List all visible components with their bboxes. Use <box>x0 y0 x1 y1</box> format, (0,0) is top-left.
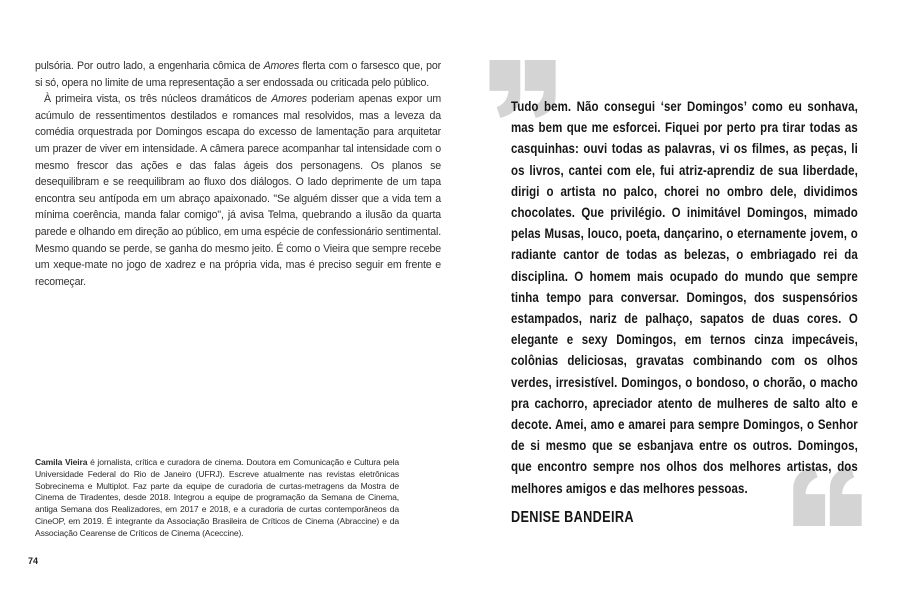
article-paragraph-2: À primeira vista, os três núcleos dramáticos de Amores poderiam apenas expor um acúmulo de ressentimentos destilados e romances mal resolvidos, mas a leveza da comédia orquestrada por Domingos escapa do excesso de lamentação para arquitetar um prazer de viver em intensidade. A câmera parece acompanhar tal intensidade com o mesmo frescor das ações e das falas ágeis dos personagens. Os planos se desequilibram e se reequilibram ao fluxo dos diálogos. O lado deprimente de um tapa encontra seu antípoda em um abraço apaixonado. "Se alguém disser que a vida tem a mínima coerência, manda falar comigo", já avisa Telma, quebrando a ilusão da quarta parede e olhando em direção ao público, em uma espécie de confessionário sentimental. Mesmo quando se perde, se ganha do mesmo jeito. É como o Vieira que sempre recebe um xeque-mate no jogo de xadrez e na própria vida, mas é preciso seguir em frente e recomeçar. <box>35 93 441 288</box>
article-text-column <box>35 58 441 290</box>
pull-quote-text: Tudo bem. Não consegui ‘ser Domingos’ como eu sonhava, mas bem que me esforcei. Fiquei por perto pra tirar todas as casquinhas: ouvi todas as palavras, vi os filmes, as peças, li os livros, cantei com ele, fui atriz-aprendiz de sua liberdade, dirigi o artista no palco, chorei no ombro dele, dividimos chocolates. Que privilégio. O inimitável Domingos, mimado pelas Musas, louco, poeta, dançarino, o eternamente jovem, o radiante cantor de todas as belezas, o embriagado rei da disciplina. O homem mais ocupado do mundo que sempre tinha tempo para conversar. Domingos, dos suspensórios estampados, nariz de palhaço, sapatos de duas cores. O elegante e sexy Domingos, em ternos cinza impecáveis, colônias deliciosas, gravatas combinando com os olhos verdes, irresistível. Domingos, o bondoso, o chorão, o macho pra cachorro, apreciador atento de mulheres de salto alto e decote. Amei, amo e amarei para sempre Domingos, o Senhor de si mesmo que se esbanjava entre os outros. Domingos, que encontro sempre nos olhos dos melhores artistas, dos melhores amigos e das melhores pessoas. <box>511 98 858 496</box>
article-paragraph-1: pulsória. Por outro lado, a engenharia cômica de Amores flerta com o farsesco que, por si só, opera no limite de uma representação a ser endossada ou criticada pelo público. <box>35 60 442 89</box>
pull-quote-inner <box>511 96 858 527</box>
pull-quote-block <box>511 96 858 527</box>
page-number: 74 <box>28 556 39 566</box>
author-bio: Camila Vieira é jornalista, crítica e curadora de cinema. Doutora em Comunicação e Cultura pela Universidade Federal do Rio de Janeiro (UFRJ). Escreve atualmente nas revistas eletrônicas Sobrecinema e Multiplot. Faz parte da equipe de curadoria de curtas-metragens da Mostra de Cinema de Tiradentes, desde 2018. Integrou a equipe de programação da Semana de Cinema, antiga Semana dos Realizadores, em 2017 e 2018, e a curadoria de curtas contemporâneos da CineOP, em 2019. É integrante da Associação Brasileira de Críticos de Cinema (Abraccine) e da Associação Cearense de Críticos de Cinema (Aceccine). <box>35 457 399 538</box>
quote-attribution: DENISE BANDEIRA <box>511 508 634 526</box>
page-right <box>454 0 908 595</box>
